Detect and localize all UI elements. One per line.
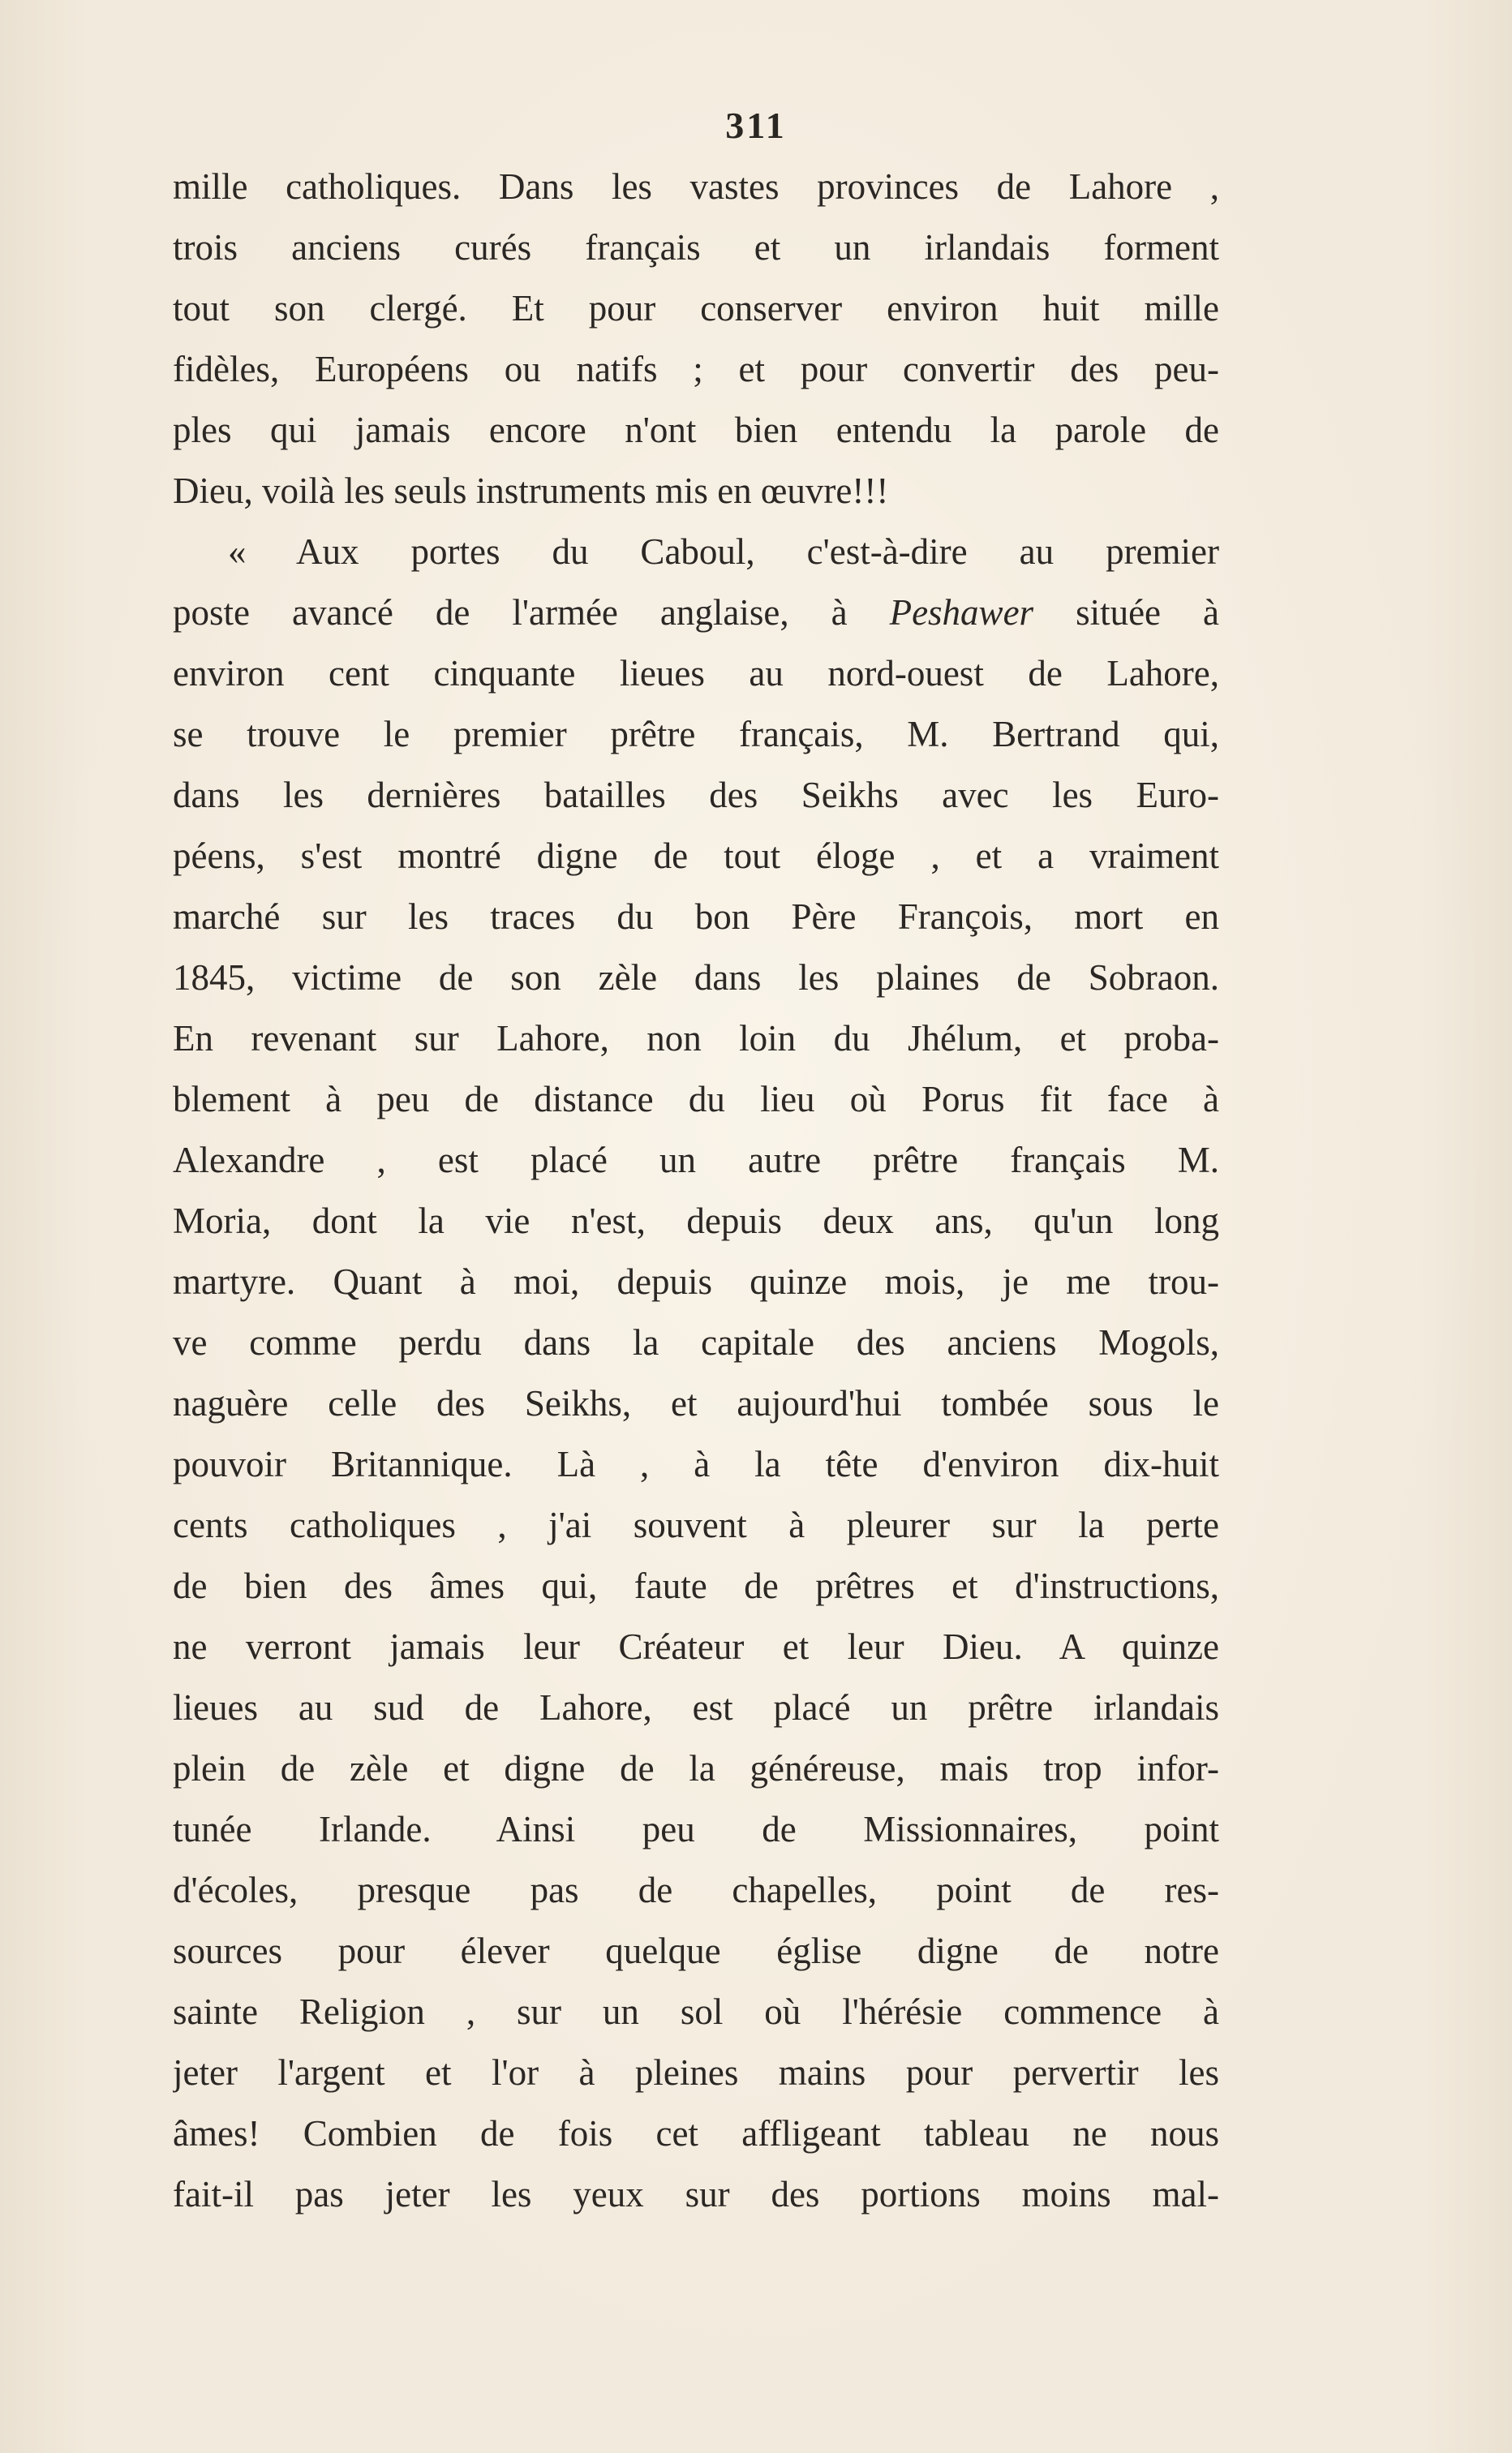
text-line: ve comme perdu dans la capitale des anciens Mogols, (173, 1322, 1219, 1363)
text-line: environ cent cinquante lieues au nord-ouest de Lahore, (173, 653, 1219, 694)
text-line: martyre. Quant à moi, depuis quinze mois, je me trou- (173, 1261, 1219, 1302)
text-segment: poste avancé de l'armée anglaise, à (173, 592, 890, 633)
text-line: ples qui jamais encore n'ont bien entendu la parole de (173, 410, 1219, 450)
text-line: blement à peu de distance du lieu où Porus fit face à (173, 1079, 1219, 1119)
text-line: jeter l'argent et l'or à pleines mains pour pervertir les (173, 2052, 1219, 2093)
text-line: tunée Irlande. Ainsi peu de Missionnaires, point (173, 1809, 1219, 1849)
text-line: trois anciens curés français et un irlandais forment (173, 227, 1219, 268)
text-line: fait-il pas jeter les yeux sur des portions moins mal- (173, 2174, 1219, 2215)
text-line: pouvoir Britannique. Là , à la tête d'environ dix-huit (173, 1444, 1219, 1484)
text-line: tout son clergé. Et pour conserver environ huit mille (173, 288, 1219, 329)
text-line: naguère celle des Seikhs, et aujourd'hui tombée sous le (173, 1383, 1219, 1424)
text-line: plein de zèle et digne de la généreuse, mais trop infor- (173, 1748, 1219, 1789)
text-line: sainte Religion , sur un sol où l'hérésie commence à (173, 1991, 1219, 2032)
text-line: En revenant sur Lahore, non loin du Jhélum, et proba- (173, 1018, 1219, 1059)
text-line: « Aux portes du Caboul, c'est-à-dire au premier (228, 531, 1219, 572)
text-line: Alexandre , est placé un autre prêtre français M. (173, 1140, 1219, 1180)
text-segment: située à (1033, 592, 1219, 633)
text-line: âmes! Combien de fois cet affligeant tableau ne nous (173, 2113, 1219, 2154)
page-number: 311 (725, 105, 787, 146)
text-line: 1845, victime de son zèle dans les plaines de Sobraon. (173, 957, 1219, 998)
text-line: mille catholiques. Dans les vastes provinces de Lahore , (173, 166, 1219, 207)
text-line: lieues au sud de Lahore, est placé un prêtre irlandais (173, 1687, 1219, 1728)
text-line: se trouve le premier prêtre français, M. Bertrand qui, (173, 714, 1219, 754)
text-line: marché sur les traces du bon Père François, mort en (173, 896, 1219, 937)
text-line: Dieu, voilà les seuls instruments mis en œuvre!!! (173, 470, 889, 511)
text-line: ne verront jamais leur Créateur et leur Dieu. A quinze (173, 1626, 1219, 1667)
place-name-italic: Peshawer (889, 592, 1034, 633)
body-text (173, 157, 1219, 2225)
text-line: sources pour élever quelque église digne de notre (173, 1931, 1219, 1971)
text-line (173, 582, 1219, 643)
text-line: fidèles, Européens ou natifs ; et pour convertir des peu- (173, 349, 1219, 389)
text-line: d'écoles, presque pas de chapelles, point de res- (173, 1870, 1219, 1910)
text-line: de bien des âmes qui, faute de prêtres et d'instructions, (173, 1566, 1219, 1606)
text-line: Moria, dont la vie n'est, depuis deux ans, qu'un long (173, 1201, 1219, 1241)
text-line: cents catholiques , j'ai souvent à pleurer sur la perte (173, 1505, 1219, 1545)
text-line: dans les dernières batailles des Seikhs avec les Euro- (173, 775, 1219, 815)
text-line: péens, s'est montré digne de tout éloge , et a vraiment (173, 836, 1219, 876)
